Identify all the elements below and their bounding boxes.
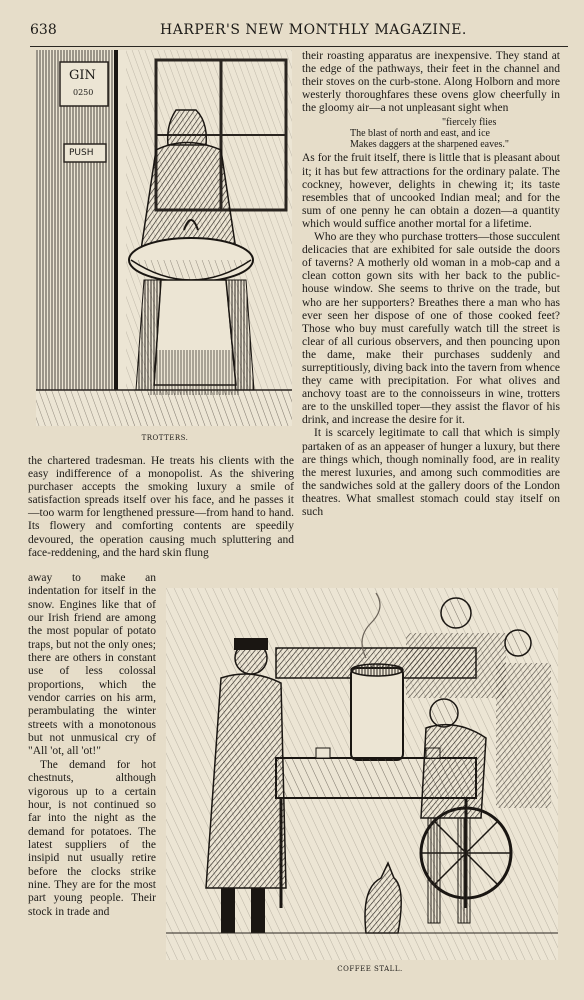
left-column-text-upper: [28, 455, 294, 573]
coffee-stall-engraving: [166, 588, 558, 960]
door-sign-subtext: 0250: [73, 88, 94, 97]
paragraph: As for the fruit itself, there is little that is pleasant about it; it has but few attractions for the ordinary palate. The cockney, however, delights in chewing it; its taste resembles that of uncooked Indian meal; and for the sum of one penny he can obtain a dozen—a quantity which would suffice another mortal for a lifetime.: [302, 152, 560, 230]
paragraph: their roasting apparatus are inexpensive. They stand at the edge of the pathways, their feet in the channel and their stoves on the curb-stone. Along Holborn and more westerly thoroughfares these ovens glow cheerfully in the gloomy air—a not unpleasant sight when: [302, 50, 560, 115]
quote-line: "fiercely flies: [442, 117, 497, 129]
left-column-text-narrow: [28, 572, 156, 992]
right-column-text: [302, 50, 560, 586]
page-header: [30, 20, 568, 47]
running-title: HARPER'S NEW MONTHLY MAGAZINE.: [160, 22, 467, 38]
quote-line: Makes daggers at the sharpened eaves.": [350, 139, 510, 151]
trotters-engraving: [36, 50, 292, 426]
paragraph: away to make an indentation for itself in the snow. Engines like that of our Irish friend are among the most popular of potato traps, but not the only ones; there are others in constant use of less colossal proportions, which the vendor carries on his arm, perambulating the winter streets with a monotonous but not unmusical cry of "All 'ot, all 'ot!": [28, 572, 156, 758]
coffee-stall-illustration: [166, 588, 558, 960]
paragraph: The demand for hot chestnuts, although vigorous up to a certain hour, is not continued so far into the night as the demand for potatoes. The latest suppliers of the insipid nut usually retire before the clocks strike nine. They are for the most part young people. Their stock in trade and: [28, 758, 156, 918]
page-number: 638: [30, 22, 57, 38]
paragraph: It is scarcely legitimate to call that which is simply partaken of as an appeaser of hunger a luxury, but there are things which, though nominally food, are in reality the merest luxuries, and among such commodities are the sandwiches sold at the gallery doors of the London theatres. What smallest stomach could stay itself on such: [302, 427, 560, 518]
quote-line: The blast of north and east, and ice: [350, 128, 490, 140]
door-sign-text: GIN: [69, 68, 96, 83]
coffee-stall-caption: COFFEE STALL.: [337, 965, 403, 973]
door-plate-text: PUSH: [69, 148, 94, 158]
trotters-caption: TROTTERS.: [141, 434, 189, 442]
trotters-illustration: [36, 50, 292, 426]
paragraph: Who are they who purchase trotters—those succulent delicacies that are exhibited for sale outside the doors of taverns? A motherly old woman in a mob-cap and a clean cotton gown sits with her back to the public-house window. She seems to thrive on the trade, but who are her supporters? Breathes there a man who has ever seen her dispose of one of those cooked feet? Those who buy must carefully watch till the street is clear of all curious observers, and then pouncing upon the dame, make their purchases suddenly and surreptitiously, diving back into the tavern from whence they came with precipitation. For what olives and anchovy toast are to the connoisseurs in wine, trotters are to the unskilled toper—they assist the flavor of his drink, and increase the desire for it.: [302, 231, 560, 427]
paragraph: the chartered tradesman. He treats his clients with the easy indifference of a monopolist. As the shivering purchaser accepts the smoking luxury a smile of satisfaction spreads itself over his face, and he passes it—too warm for lengthened pressure—from hand to hand. Its flowery and comforting contents are speedily devoured, the operation causing much spluttering and face-reddening, and the hard skin flung: [28, 455, 294, 559]
poem-quote: [332, 117, 560, 150]
